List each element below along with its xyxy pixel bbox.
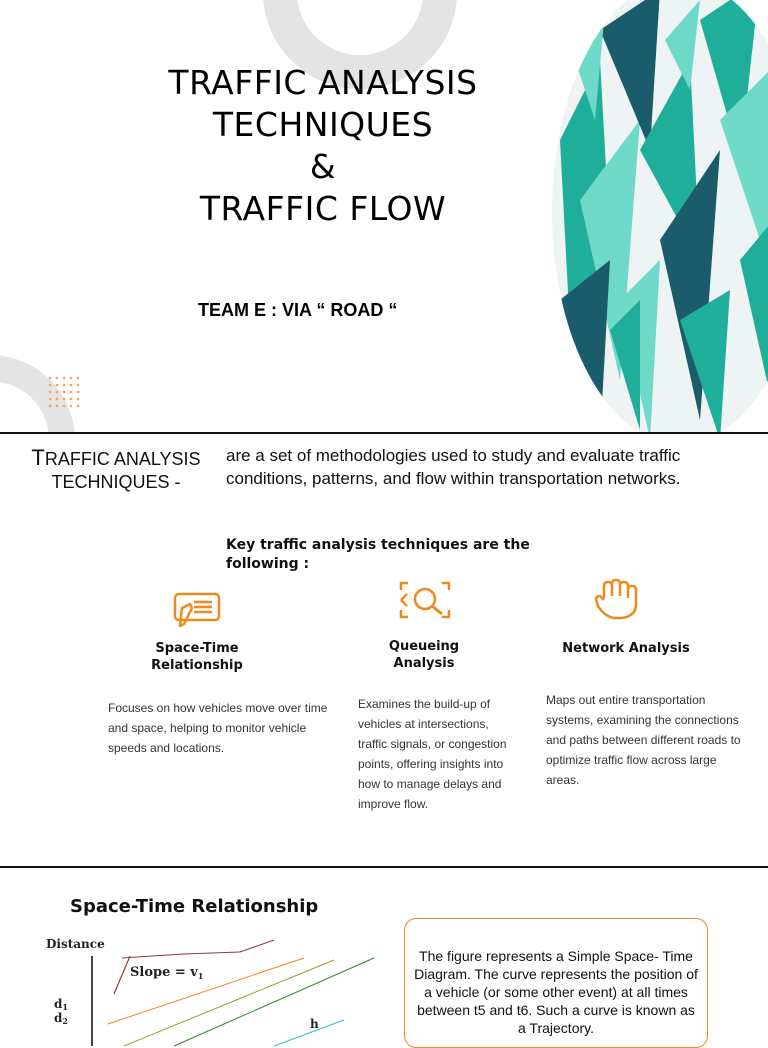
slide-title: Space-Time Relationship <box>70 896 319 917</box>
technique-title-line: Analysis <box>393 656 455 671</box>
title-line: TRAFFIC ANALYSIS <box>168 63 478 102</box>
slope-label: Slope = $v_1$ <box>130 965 204 981</box>
technique-description: Examines the build-up of vehicles at intersections, traffic signals, or congestion points, offering insights into how to manage delays and improve flow. <box>358 697 507 811</box>
team-subtitle: TEAM E : VIA “ ROAD “ <box>198 300 398 320</box>
technique-title-line: Relationship <box>151 658 243 673</box>
curve-label: h <box>310 1017 319 1031</box>
queue-magnifier-icon <box>398 580 452 620</box>
heading-initial: T <box>31 445 45 470</box>
title-slide <box>0 0 768 432</box>
space-time-slide <box>0 868 768 1036</box>
hand-icon <box>592 576 642 622</box>
techniques-slide <box>0 434 768 866</box>
title-line: TRAFFIC FLOW <box>199 189 447 228</box>
y-axis-label: Distance <box>46 937 105 951</box>
section-heading <box>16 446 216 494</box>
title-line: TECHNIQUES <box>212 105 434 144</box>
tick-label-d2: d2 <box>54 1011 68 1026</box>
heading-line2: TECHNIQUES - <box>51 472 181 492</box>
heading-rest: RAFFIC ANALYSIS <box>44 449 201 469</box>
figure-explanation-box: The figure represents a Simple Space- Time Diagram. The curve represents the position of a vehicle (or some other event) at all times between t5 and t6. Such a curve is known as a Trajectory. <box>404 918 708 1048</box>
technique-title <box>350 638 498 672</box>
space-time-diagram <box>44 936 384 1046</box>
technique-description: Maps out entire transportation systems, examining the connections and paths between different roads to optimize traffic flow across large areas. <box>546 693 741 787</box>
intro-paragraph: are a set of methodologies used to study and evaluate traffic conditions, patterns, and flow within transportation networks. <box>226 446 681 488</box>
main-title <box>100 62 546 230</box>
technique-description: Focuses on how vehicles move over time and space, helping to monitor vehicle speeds and locations. <box>108 701 328 755</box>
technique-title-line: Queueing <box>388 639 460 654</box>
technique-title <box>132 640 262 674</box>
key-techniques-heading: Key traffic analysis techniques are the following : <box>226 537 530 572</box>
tick-label-d1: d1 <box>54 997 68 1012</box>
technique-title-line: Space-Time <box>155 641 239 656</box>
technique-title: Network Analysis <box>562 641 690 656</box>
title-line: & <box>309 147 337 186</box>
teal-crystal-graphic <box>540 0 768 450</box>
document-pen-icon <box>172 590 224 632</box>
